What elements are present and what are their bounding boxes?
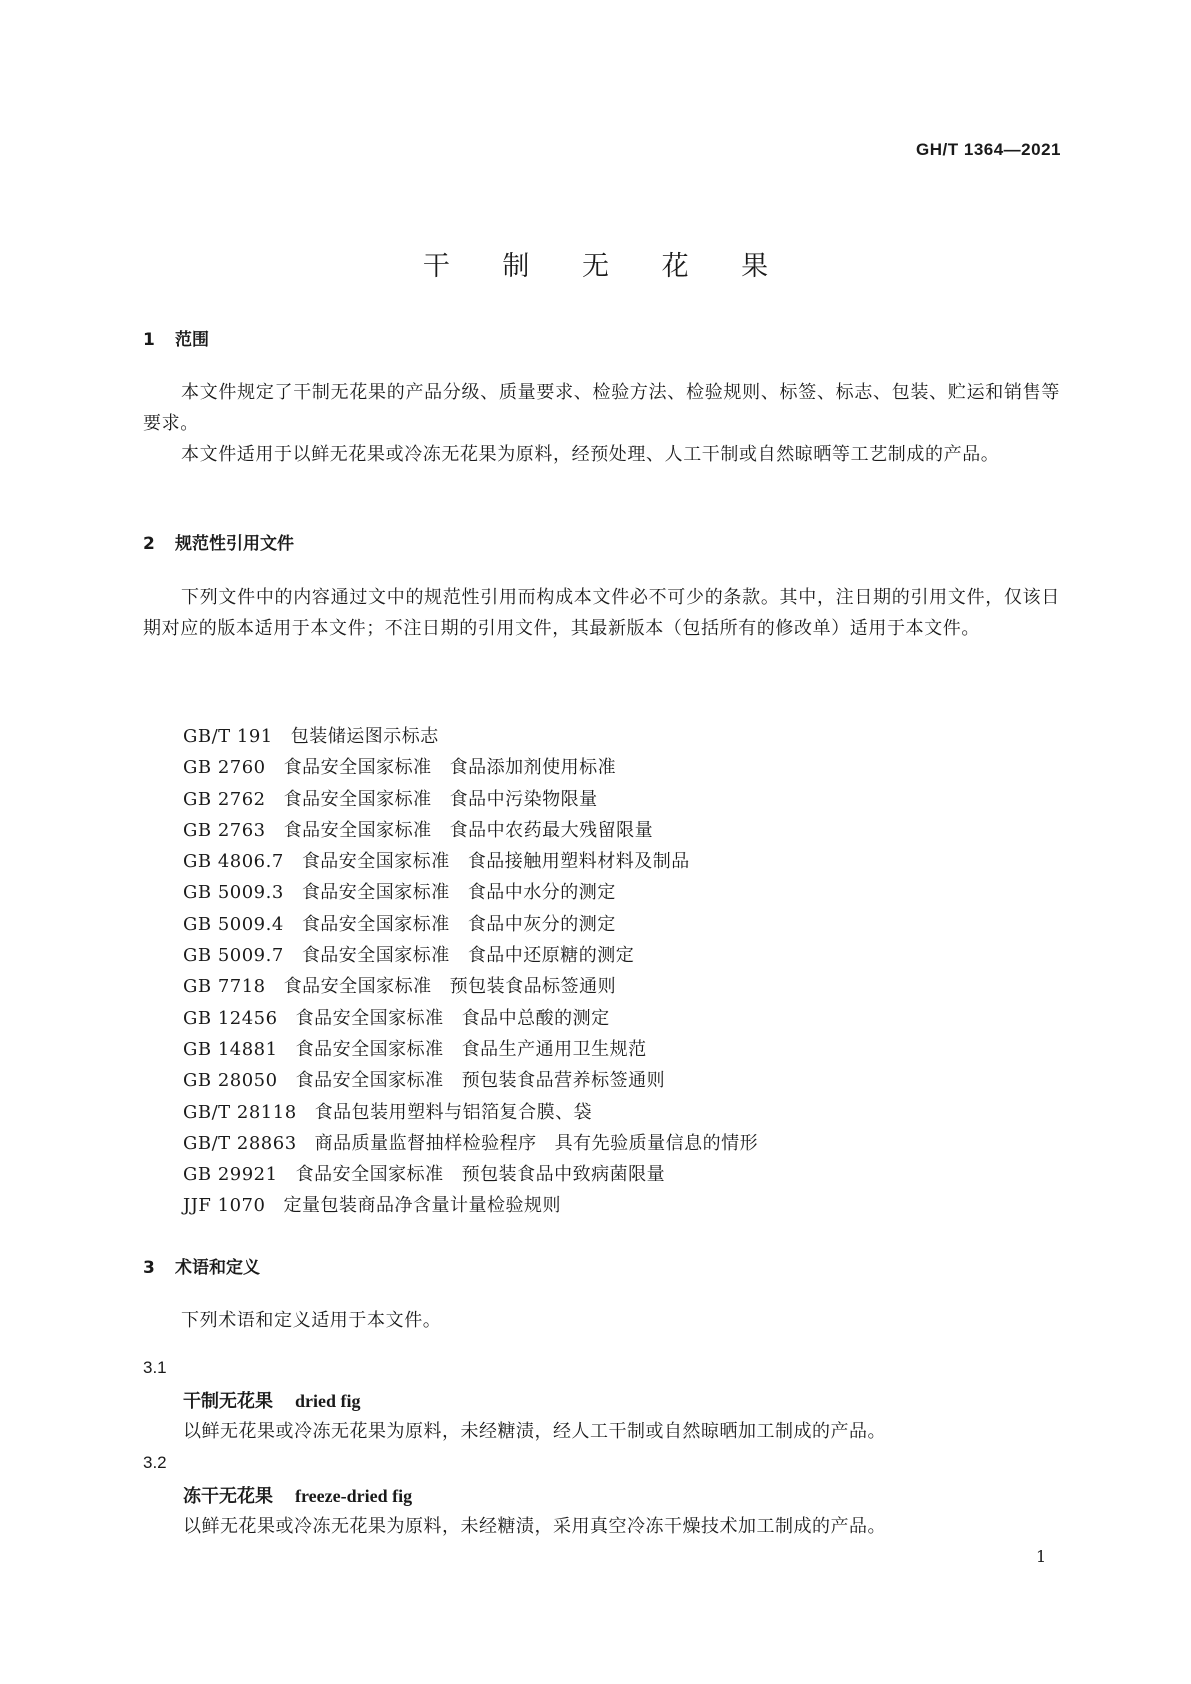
section-heading-scope [143, 325, 209, 350]
reference-title: 食品安全国家标准 [301, 882, 450, 904]
reference-item [183, 940, 758, 971]
term-name-en: freeze-dried fig [295, 1486, 413, 1506]
reference-subtitle: 预包装食品标签通则 [449, 976, 617, 998]
reference-item [183, 784, 758, 815]
reference-title: 食品安全国家标准 [295, 1164, 444, 1186]
reference-code: GB 29921 [183, 1164, 278, 1186]
reference-title: 食品安全国家标准 [301, 851, 450, 873]
reference-item [183, 1065, 758, 1096]
reference-code: GB/T 28118 [183, 1101, 297, 1123]
term-name-en: dried fig [295, 1391, 361, 1411]
reference-code: GB 14881 [183, 1038, 278, 1060]
reference-code: JJF 1070 [183, 1195, 266, 1217]
reference-title: 商品质量监督抽样检验程序 [314, 1132, 537, 1154]
paragraph: 本文件适用于以鲜无花果或冷冻无花果为原料，经预处理、人工干制或自然晾晒等工艺制成的产品。 [181, 444, 1000, 465]
reference-item [183, 846, 758, 877]
section-heading-terms-and-definitions [143, 1253, 260, 1278]
reference-title: 定量包装商品净含量计量检验规则 [283, 1195, 561, 1217]
reference-item [183, 815, 758, 846]
reference-item [183, 909, 758, 940]
reference-code: GB 4806.7 [183, 851, 284, 873]
section-title: 规范性引用文件 [175, 534, 294, 554]
term-name-zh: 冻干无花果 [183, 1486, 273, 1507]
page-number: 1 [1036, 1547, 1047, 1566]
section-number: 1 [143, 330, 155, 350]
reference-item [183, 1128, 758, 1159]
document-title: 干 制 无 花 果 [422, 251, 791, 282]
reference-item [183, 752, 758, 783]
term-name [183, 1387, 361, 1413]
reference-code: GB 5009.3 [183, 882, 284, 904]
reference-title: 食品包装用塑料与铝箔复合膜、袋 [314, 1101, 593, 1123]
reference-subtitle: 食品中总酸的测定 [461, 1007, 610, 1029]
reference-item [183, 1159, 758, 1190]
reference-subtitle: 食品中污染物限量 [449, 788, 598, 810]
reference-title: 食品安全国家标准 [301, 913, 450, 935]
reference-item [183, 971, 758, 1002]
paragraph: 本文件规定了干制无花果的产品分级、质量要求、检验方法、检验规则、标签、标志、包装、贮运和销售等要求。 [143, 382, 1060, 434]
reference-title: 食品安全国家标准 [283, 788, 432, 810]
reference-item [183, 1190, 758, 1221]
reference-title: 包装储运图示标志 [290, 726, 439, 747]
paragraph: 下列术语和定义适用于本文件。 [181, 1310, 442, 1331]
reference-title: 食品安全国家标准 [283, 819, 432, 841]
reference-code: GB 2763 [183, 819, 266, 841]
reference-subtitle: 食品接触用塑料材料及制品 [467, 851, 690, 873]
reference-code: GB 12456 [183, 1007, 278, 1029]
term-number: 3.2 [143, 1453, 167, 1472]
reference-subtitle: 食品中水分的测定 [467, 882, 616, 904]
reference-code: GB/T 28863 [183, 1132, 297, 1154]
reference-subtitle: 具有先验质量信息的情形 [554, 1132, 759, 1154]
reference-code: GB 28050 [183, 1070, 278, 1092]
reference-item [183, 1097, 758, 1128]
reference-subtitle: 食品生产通用卫生规范 [461, 1038, 647, 1060]
section-title: 术语和定义 [175, 1258, 260, 1278]
reference-subtitle: 预包装食品营养标签通则 [461, 1070, 666, 1092]
reference-title: 食品安全国家标准 [295, 1007, 444, 1029]
standard-code: GH/T 1364—2021 [916, 140, 1061, 159]
term-definition: 以鲜无花果或冷冻无花果为原料，未经糖渍，经人工干制或自然晾晒加工制成的产品。 [183, 1421, 886, 1442]
reference-item [183, 877, 758, 908]
reference-item [183, 1003, 758, 1034]
section-title: 范围 [175, 330, 209, 350]
reference-subtitle: 食品添加剂使用标准 [449, 757, 617, 779]
reference-list [183, 721, 758, 1222]
reference-item [183, 721, 758, 752]
reference-code: GB 5009.4 [183, 913, 284, 935]
reference-subtitle: 食品中灰分的测定 [467, 913, 616, 935]
section-number: 2 [143, 534, 155, 554]
paragraph: 下列文件中的内容通过文中的规范性引用而构成本文件必不可少的条款。其中，注日期的引用文件，仅该日期对应的版本适用于本文件；不注日期的引用文件，其最新版本（包括所有的修改单）适用于本文件。 [143, 587, 1060, 639]
reference-title: 食品安全国家标准 [301, 945, 450, 967]
reference-code: GB 5009.7 [183, 945, 284, 967]
section-number: 3 [143, 1258, 155, 1278]
reference-subtitle: 食品中农药最大残留限量 [449, 819, 654, 841]
term-name-zh: 干制无花果 [183, 1391, 273, 1412]
reference-code: GB 2760 [183, 757, 266, 779]
reference-title: 食品安全国家标准 [283, 976, 432, 998]
reference-title: 食品安全国家标准 [295, 1038, 444, 1060]
section-heading-normative-references [143, 529, 294, 554]
reference-code: GB 2762 [183, 788, 266, 810]
reference-subtitle: 食品中还原糖的测定 [467, 945, 635, 967]
reference-item [183, 1034, 758, 1065]
reference-subtitle: 预包装食品中致病菌限量 [461, 1164, 666, 1186]
reference-code: GB/T 191 [183, 726, 273, 747]
reference-title: 食品安全国家标准 [283, 757, 432, 779]
reference-code: GB 7718 [183, 976, 266, 998]
term-name [183, 1482, 412, 1508]
reference-title: 食品安全国家标准 [295, 1070, 444, 1092]
term-number: 3.1 [143, 1358, 167, 1377]
term-definition: 以鲜无花果或冷冻无花果为原料，未经糖渍，采用真空冷冻干燥技术加工制成的产品。 [183, 1516, 886, 1537]
